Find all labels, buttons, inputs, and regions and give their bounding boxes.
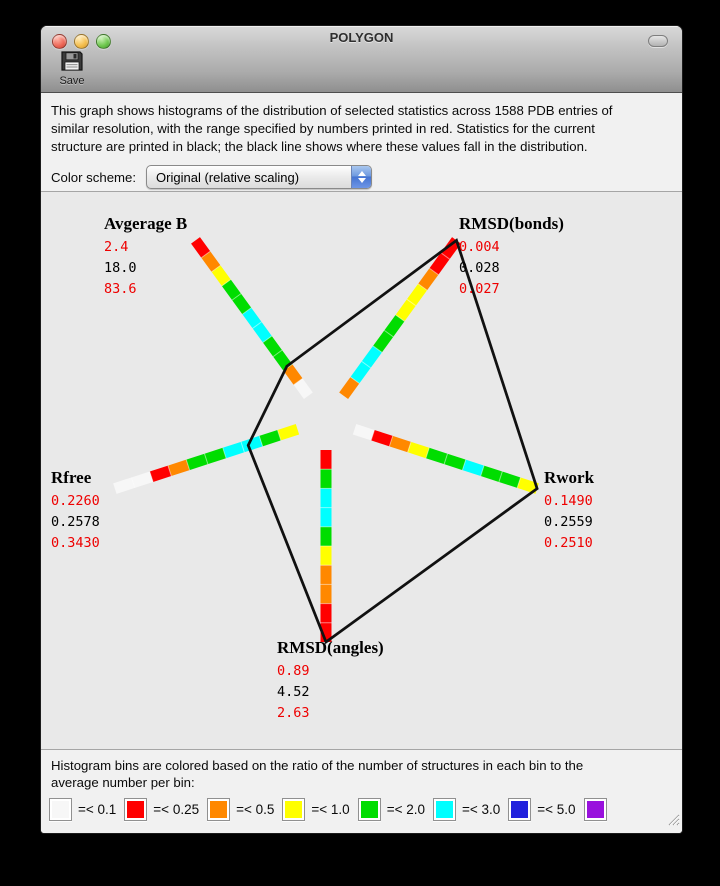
- legend-bins-row: [49, 798, 672, 821]
- legend-bin-cyan: [433, 798, 508, 821]
- color-scheme-label: Color scheme:: [51, 169, 137, 185]
- axis-max-value: 0.3430: [51, 535, 100, 551]
- save-button-label: Save: [59, 75, 85, 87]
- blue-bin-swatch: [508, 798, 531, 821]
- legend-bin-label: =< 3.0: [461, 802, 501, 817]
- stat-block-rmsd-angles: [277, 638, 384, 724]
- legend-bin-green: [358, 798, 433, 821]
- stat-block-average-b: [104, 214, 187, 300]
- green-bin-swatch: [358, 798, 381, 821]
- axis-min-value: 0.89: [277, 663, 310, 679]
- axis-label: RMSD(angles): [277, 638, 384, 657]
- white-bin-swatch: [49, 798, 72, 821]
- save-button[interactable]: [49, 48, 95, 87]
- stat-block-rfree: [51, 468, 100, 554]
- legend-bin-label: =< 0.25: [153, 802, 200, 817]
- axis-min-value: 0.004: [459, 239, 500, 255]
- color-scheme-value: Original (relative scaling): [156, 169, 300, 185]
- yellow-bin-swatch: [282, 798, 305, 821]
- legend-panel: [41, 749, 682, 833]
- axis-label: RMSD(bonds): [459, 214, 564, 233]
- resize-grip[interactable]: [666, 812, 680, 831]
- purple-bin-swatch: [584, 798, 607, 821]
- axis-label: Rfree: [51, 468, 92, 487]
- legend-text-line-2: average number per bin:: [51, 775, 195, 790]
- axis-label: Avgerage B: [104, 214, 188, 233]
- red-bin-swatch: [124, 798, 147, 821]
- legend-bin-label: =< 0.5: [236, 802, 275, 817]
- polygon-plot: [41, 192, 682, 749]
- description-line-2: similar resolution, with the range specified by numbers printed in red. Statistics for the current: [51, 121, 595, 136]
- stat-block-rwork: [544, 468, 594, 554]
- save-icon: [49, 48, 95, 74]
- window-title: POLYGON: [329, 30, 394, 45]
- legend-text-line-1: Histogram bins are colored based on the ratio of the number of structures in each bin to the: [51, 758, 584, 773]
- axis-max-value: 0.027: [459, 281, 500, 297]
- legend-bin-blue: [508, 798, 583, 821]
- axis-min-value: 0.1490: [544, 493, 593, 509]
- toolbar-toggle-button[interactable]: [648, 35, 668, 47]
- stat-block-rmsd-bonds: [459, 214, 564, 300]
- legend-bin-orange: [207, 798, 282, 821]
- axis-max-value: 83.6: [104, 281, 137, 297]
- legend-bin-red: [124, 798, 207, 821]
- polygon-window: [40, 25, 683, 834]
- cyan-bin-swatch: [433, 798, 456, 821]
- legend-bin-label: =< 1.0: [311, 802, 350, 817]
- axis-current-value: 0.2578: [51, 514, 100, 530]
- axis-current-value: 4.52: [277, 684, 310, 700]
- description-panel: [41, 93, 682, 192]
- description-line-3: structure are printed in black; the black line shows where these values fall in the distribution.: [51, 139, 588, 154]
- axis-min-value: 0.2260: [51, 493, 100, 509]
- legend-bin-yellow: [282, 798, 357, 821]
- legend-bin-purple: [584, 798, 607, 821]
- legend-bin-label: =< 2.0: [386, 802, 425, 817]
- popup-arrows-icon: [351, 166, 371, 188]
- window-header: [41, 26, 682, 93]
- color-scheme-select[interactable]: [146, 165, 372, 189]
- axis-label: Rwork: [544, 468, 595, 487]
- axis-max-value: 2.63: [277, 705, 310, 721]
- axis-current-value: 0.028: [459, 260, 500, 276]
- axis-max-value: 0.2510: [544, 535, 593, 551]
- legend-bin-white: [49, 798, 124, 821]
- axis-min-value: 2.4: [104, 239, 129, 255]
- axis-current-value: 0.2559: [544, 514, 593, 530]
- description-line-1: This graph shows histograms of the distribution of selected statistics across 1588 PDB entries of: [51, 103, 613, 118]
- axis-current-value: 18.0: [104, 260, 137, 276]
- legend-bin-label: =< 0.1: [78, 802, 117, 817]
- legend-bin-label: =< 5.0: [537, 802, 576, 817]
- orange-bin-swatch: [207, 798, 230, 821]
